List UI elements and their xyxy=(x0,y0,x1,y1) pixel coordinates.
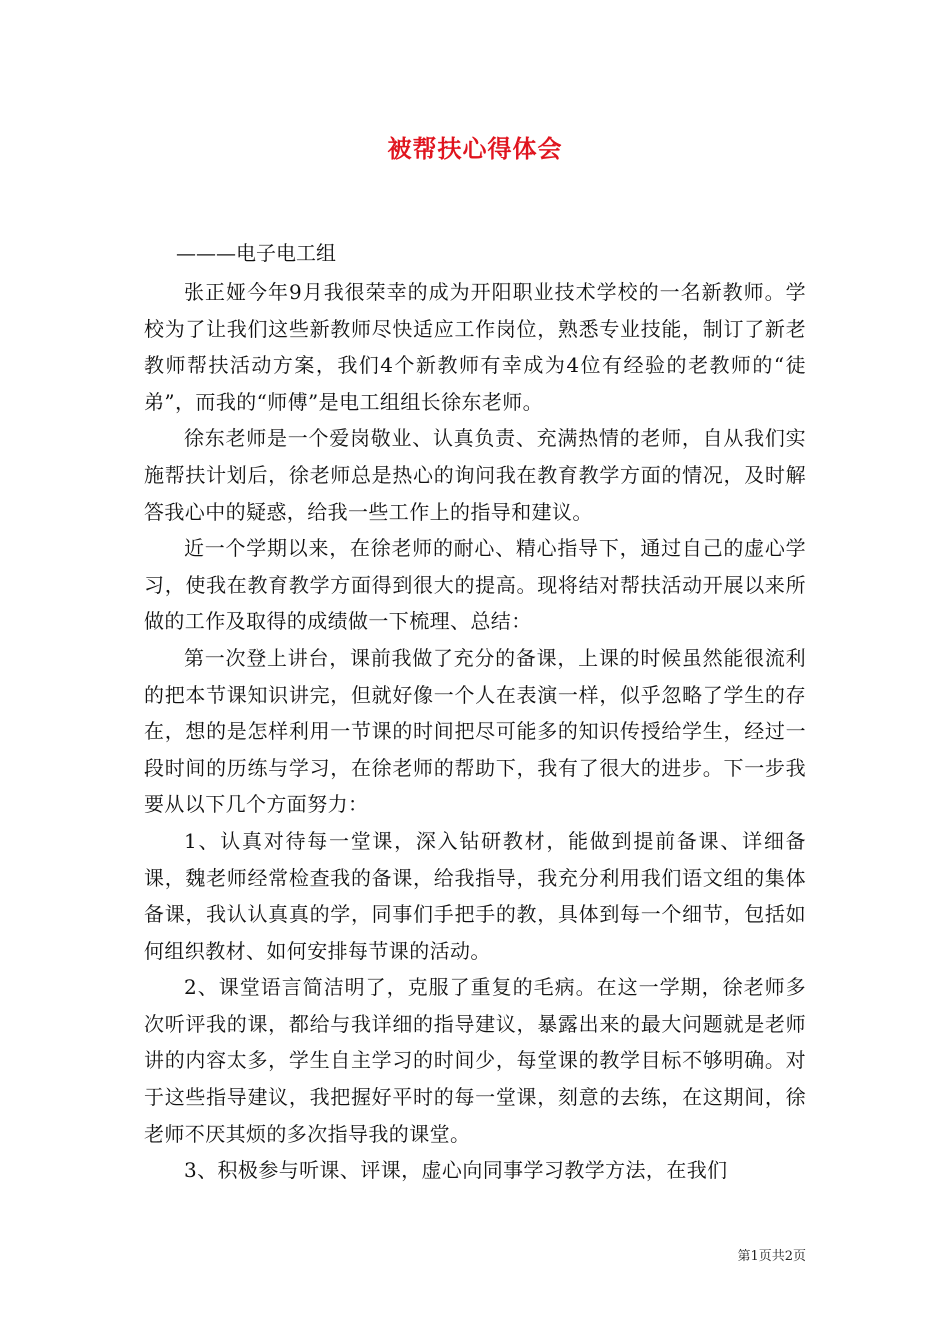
paragraph-2: 徐东老师是一个爱岗敬业、认真负责、充满热情的老师，自从我们实施帮扶计划后，徐老师总是热心的询问我在教育教学方面的情况，及时解答我心中的疑惑，给我一些工作上的指导和建议。 xyxy=(144,426,806,524)
document-body xyxy=(144,274,806,1189)
paragraph-1: 张正娅今年9月我很荣幸的成为开阳职业技术学校的一名新教师。学校为了让我们这些新教师尽快适应工作岗位，熟悉专业技能，制订了新老教师帮扶活动方案，我们4个新教师有幸成为4位有经验的老教师的“徒弟”，而我的“师傅”是电工组组长徐东老师。 xyxy=(144,280,806,414)
paragraph-3: 近一个学期以来，在徐老师的耐心、精心指导下，通过自己的虚心学习，使我在教育教学方面得到很大的提高。现将结对帮扶活动开展以来所做的工作及取得的成绩做一下梳理、总结： xyxy=(144,536,806,634)
paragraph-7: 3、积极参与听课、评课，虚心向同事学习教学方法，在我们 xyxy=(184,1158,728,1183)
document-title: 被帮扶心得体会 xyxy=(387,134,563,163)
page-number-footer: 第1页共2页 xyxy=(737,1249,806,1264)
paragraph-5: 1、认真对待每一堂课，深入钻研教材，能做到提前备课、详细备课，魏老师经常检查我的备课，给我指导，我充分利用我们语文组的集体备课，我认认真真的学，同事们手把手的教，具体到每一个细节，包括如何组织教材、如何安排每节课的活动。 xyxy=(144,828,806,963)
paragraph-6: 2、课堂语言简洁明了，克服了重复的毛病。在这一学期，徐老师多次听评我的课，都给与我详细的指导建议，暴露出来的最大问题就是老师讲的内容太多，学生自主学习的时间少，每堂课的教学目标不够明确。对于这些指导建议，我把握好平时的每一堂课，刻意的去练，在这期间，徐老师不厌其烦的多次指导我的课堂。 xyxy=(144,975,806,1146)
paragraph-4: 第一次登上讲台，课前我做了充分的备课，上课的时候虽然能很流利的把本节课知识讲完，但就好像一个人在表演一样，似乎忽略了学生的存在，想的是怎样利用一节课的时间把尽可能多的知识传授给学生，经过一段时间的历练与学习，在徐老师的帮助下，我有了很大的进步。下一步我要从以下几个方面努力： xyxy=(144,645,806,817)
document-subtitle: ———电子电工组 xyxy=(176,241,336,265)
